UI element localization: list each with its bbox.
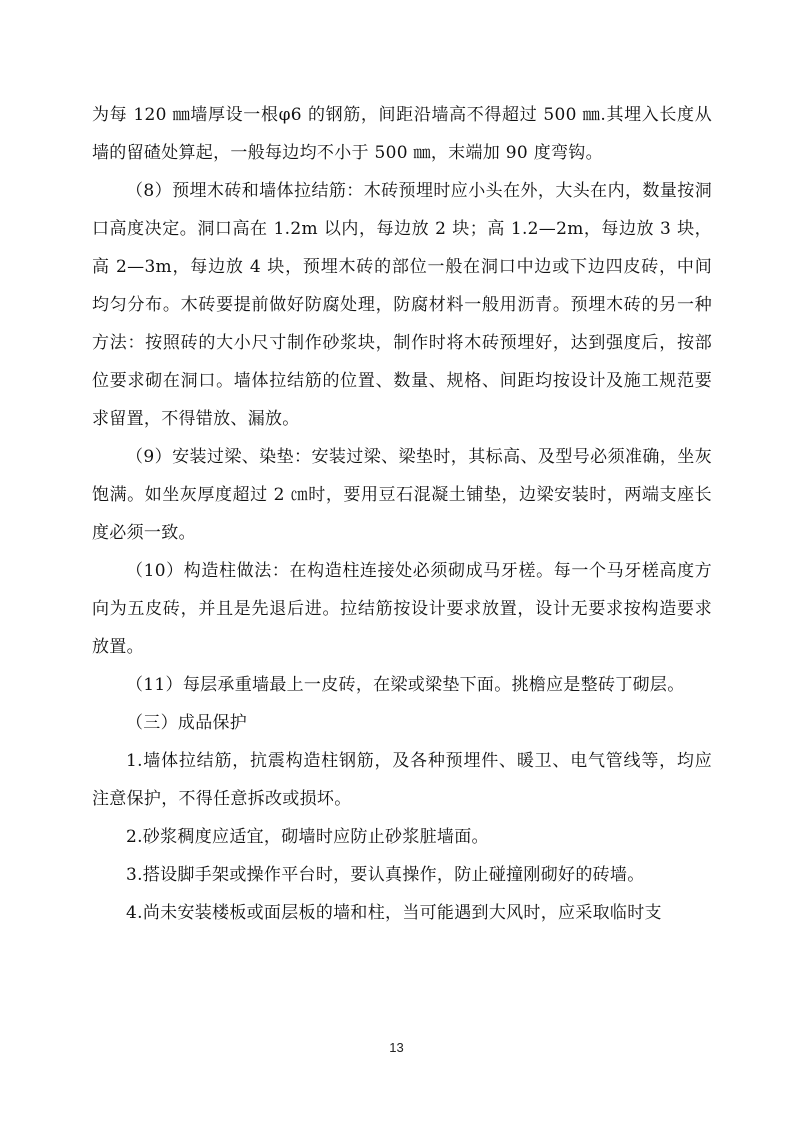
paragraph-continuation: 为每 120 ㎜墙厚设一根φ6 的钢筋，间距沿墙高不得超过 500 ㎜.其埋入长度从墙的留碴处算起，一般每边均不小于 500 ㎜，末端加 90 度弯钩。 [92, 105, 712, 163]
paragraph-item-11: （11）每层承重墙最上一皮砖，在梁或梁垫下面。挑檐应是整砖丁砌层。 [126, 675, 685, 695]
paragraph-protection-1: 1.墙体拉结筋，抗震构造柱钢筋，及各种预埋件、暖卫、电气管线等，均应注意保护，不得任意拆改或损坏。 [92, 751, 712, 809]
paragraph-protection-2: 2.砂浆稠度应适宜，砌墙时应防止砂浆脏墙面。 [126, 827, 489, 847]
paragraph-item-8: （8）预埋木砖和墙体拉结筋：木砖预埋时应小头在外，大头在内，数量按洞口高度决定。洞口高在 1.2m 以内，每边放 2 块；高 1.2—2m，每边放 3 块，高 2—3m，每边放 4 块，预埋木砖的部位一般在洞口中边或下边四皮砖，中间均匀分布。木砖要提前做好防腐处理，防腐材料一般用沥青。预埋木砖的另一种方法：按照砖的大小尺寸制作砂浆块，制作时将木砖预埋好，达到强度后，按部位要求砌在洞口。墙体拉结筋的位置、数量、规格、间距均按设计及施工规范要求留置，不得错放、漏放。 [92, 181, 712, 429]
paragraph-item-9: （9）安装过梁、染垫：安装过梁、梁垫时，其标高、及型号必须准确，坐灰饱满。如坐灰厚度超过 2 ㎝时，要用豆石混凝土铺垫，边梁安装时，两端支座长度必须一致。 [92, 447, 712, 543]
paragraph-protection-3: 3.搭设脚手架或操作平台时，要认真操作，防止碰撞刚砌好的砖墙。 [126, 865, 645, 885]
paragraph-protection-4: 4.尚未安装楼板或面层板的墙和柱，当可能遇到大风时，应采取临时支 [126, 903, 662, 923]
body-text [92, 96, 712, 932]
paragraph-item-10: （10）构造柱做法：在构造柱连接处必须砌成马牙槎。每一个马牙槎高度方向为五皮砖，并且是先退后进。拉结筋按设计要求放置，设计无要求按构造要求放置。 [92, 561, 712, 657]
page-number: 13 [389, 1040, 404, 1055]
section-heading-finished-product-protection: （三）成品保护 [126, 713, 248, 733]
